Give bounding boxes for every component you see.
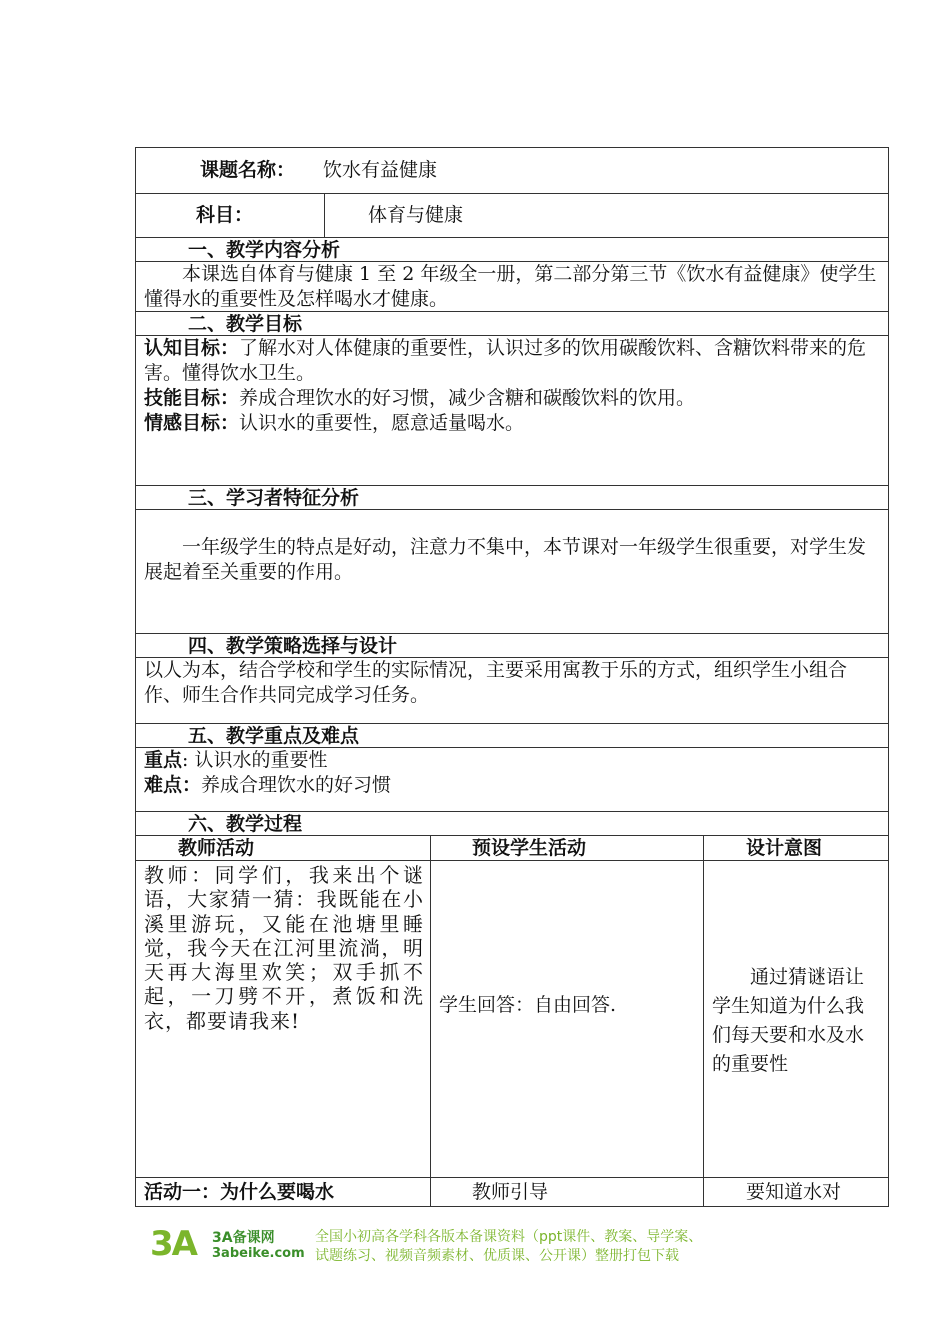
footer-ad-line-2: 试题练习、视频音频素材、优质课、公开课）整册打包下载 xyxy=(315,1248,679,1264)
col-divider-1 xyxy=(430,836,431,860)
col-divider-2 xyxy=(703,836,704,860)
section-4-body-row xyxy=(136,657,888,723)
section-1-body: 本课选自体育与健康 1 至 2 年级全一册，第二部分第三节《饮水有益健康》使学生懂得水的重要性及怎样喝水才健康。 xyxy=(144,263,877,310)
section-5-body-row xyxy=(136,747,888,811)
goal-cognitive xyxy=(136,336,888,386)
difficult-point xyxy=(136,773,888,798)
footer-banner xyxy=(150,1222,790,1268)
section-3-body: 一年级学生的特点是好动，注意力不集中，本节课对一年级学生很重要，对学生发展起着至关重要的作用。 xyxy=(144,536,867,583)
student-activity-2: 教师引导 xyxy=(472,1181,549,1203)
section-1-body-row xyxy=(136,261,888,311)
site-logo-url: 3abeike.com xyxy=(212,1246,305,1261)
section-2-heading: 二、教学目标 xyxy=(136,311,888,335)
col-divider-1 xyxy=(430,1178,431,1206)
col-header-intent: 设计意图 xyxy=(746,837,823,859)
col-divider-2 xyxy=(703,1178,704,1206)
title-row xyxy=(136,147,888,193)
key-point xyxy=(136,748,888,773)
site-logo-mark: 3A xyxy=(150,1224,196,1264)
design-intent-2: 要知道水对 xyxy=(746,1181,842,1203)
section-3-heading: 三、学习者特征分析 xyxy=(136,485,888,509)
subject-label: 科目： xyxy=(196,204,254,226)
goal-skill-label: 技能目标： xyxy=(144,387,240,409)
process-header-row xyxy=(136,835,888,860)
title-label: 课题名称： xyxy=(200,159,296,181)
section-3-body-row xyxy=(136,509,888,633)
section-4-heading: 四、教学策略选择与设计 xyxy=(136,633,888,657)
key-point-label: 重点 xyxy=(144,749,183,771)
key-point-text: : 认识水的重要性 xyxy=(182,749,328,771)
student-activity-1: 学生回答：自由回答. xyxy=(439,994,617,1016)
site-logo-name: 3A备课网 xyxy=(212,1230,275,1246)
difficult-point-text: 养成合理饮水的好习惯 xyxy=(201,774,392,796)
goal-skill xyxy=(136,386,888,411)
design-intent-1: 通过猜谜语让学生知道为什么我们每天要和水及水的重要性 xyxy=(712,966,865,1075)
subject-divider xyxy=(324,194,325,237)
section-6-heading: 六、教学过程 xyxy=(136,811,888,835)
title-value: 饮水有益健康 xyxy=(323,159,438,181)
col-divider-1 xyxy=(430,861,431,1177)
col-divider-2 xyxy=(703,861,704,1177)
lesson-plan-table xyxy=(135,147,889,1207)
subject-row xyxy=(136,193,888,237)
goal-affective xyxy=(136,411,888,436)
teacher-activity-1: 教师：同学们，我来出个谜语，大家猜一猜：我既能在小溪里游玩，又能在池塘里睡觉，我今天在江河里流淌，明天再大海里欢笑；双手抓不起，一刀劈不开，煮饭和洗衣，都要请我来! xyxy=(144,863,424,1033)
process-row-1 xyxy=(136,860,888,1177)
goal-affective-label: 情感目标： xyxy=(144,412,240,434)
teacher-activity-2: 活动一：为什么要喝水 xyxy=(144,1181,335,1203)
section-2-body-row xyxy=(136,335,888,485)
section-1-heading: 一、教学内容分析 xyxy=(136,237,888,261)
footer-ad-line-1: 全国小初高各学科各版本备课资料（ppt课件、教案、导学案、 xyxy=(315,1229,703,1245)
subject-value: 体育与健康 xyxy=(368,204,464,226)
process-row-2 xyxy=(136,1177,888,1207)
goal-affective-text: 认识水的重要性，愿意适量喝水。 xyxy=(239,412,525,434)
section-4-body: 以人为本，结合学校和学生的实际情况，主要采用寓教于乐的方式，组织学生小组合作、师生合作共同完成学习任务。 xyxy=(144,659,848,706)
goal-skill-text: 养成合理饮水的好习惯，减少含糖和碳酸饮料的饮用。 xyxy=(239,387,696,409)
goal-cognitive-label: 认知目标： xyxy=(144,337,240,359)
col-header-student: 预设学生活动 xyxy=(472,837,587,859)
col-header-teacher: 教师活动 xyxy=(178,837,255,859)
difficult-point-label: 难点： xyxy=(144,774,202,796)
goal-cognitive-text: 了解水对人体健康的重要性，认识过多的饮用碳酸饮料、含糖饮料带来的危害。懂得饮水卫生。 xyxy=(144,337,867,384)
section-5-heading: 五、教学重点及难点 xyxy=(136,723,888,747)
